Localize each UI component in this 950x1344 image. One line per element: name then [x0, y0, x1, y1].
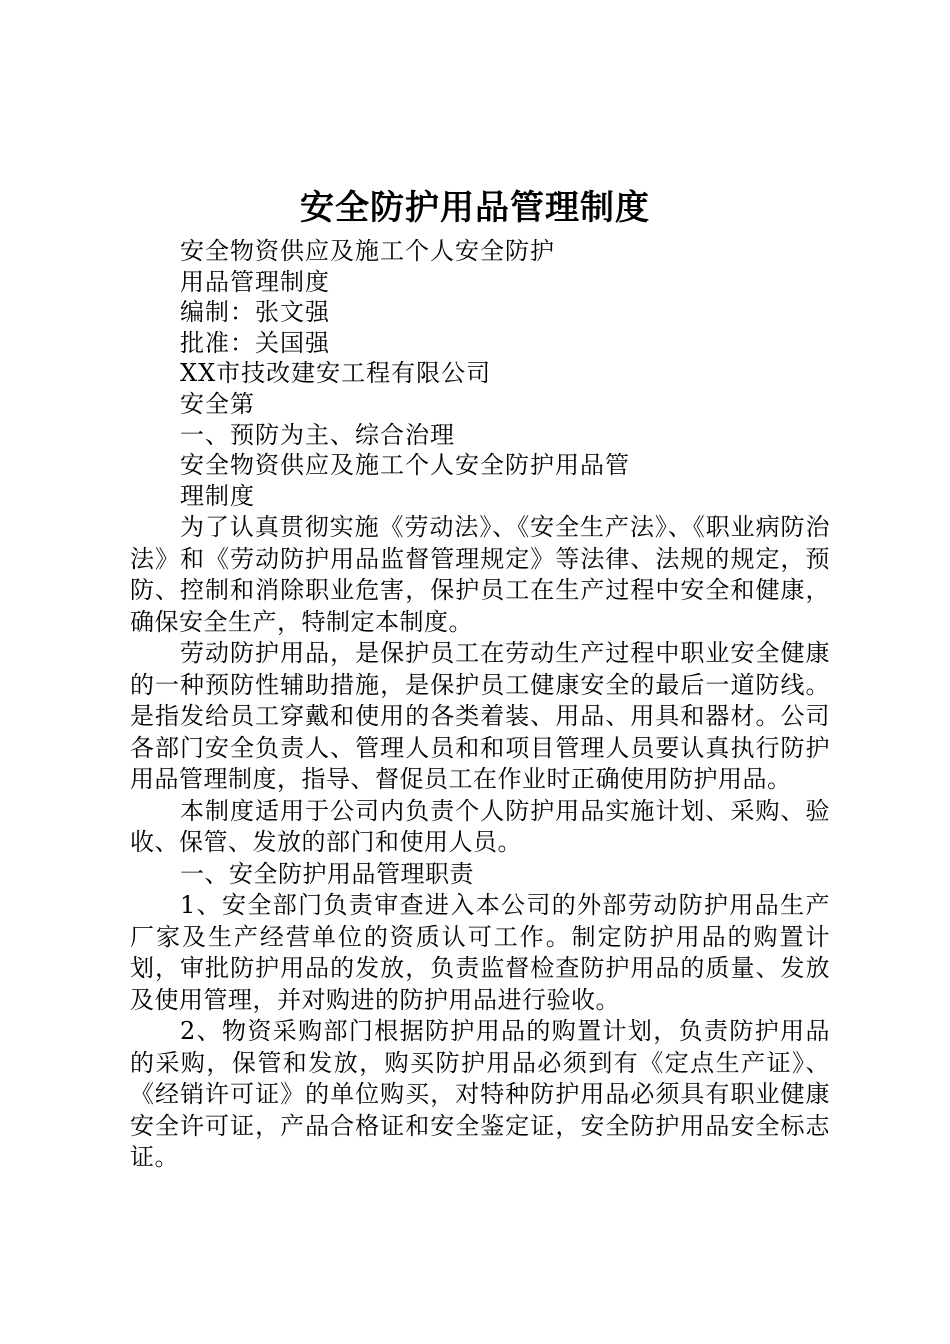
header-line: 安全第 — [180, 389, 255, 418]
company-line: XX市技改建安工程有限公司 — [180, 359, 492, 388]
document-body — [130, 512, 830, 1174]
paragraph: 劳动防护用品，是保护员工在劳动生产过程中职业安全健康的一种预防性辅助措施，是保护员工健康安全的最后一道防线。是指发给员工穿戴和使用的各类着装、用品、用具和器材。公司各部门安全负责人、管理人员和和项目管理人员要认真执行防护用品管理制度，指导、督促员工在作业时正确使用防护用品。 — [130, 639, 830, 793]
section-heading: 一、安全防护用品管理职责 — [180, 859, 474, 888]
header-line: 安全物资供应及施工个人安全防护用品管 — [180, 451, 630, 480]
header-line: 一、预防为主、综合治理 — [180, 420, 455, 449]
paragraph: 1、安全部门负责审查进入本公司的外部劳动防护用品生产厂家及生产经营单位的资质认可工作。制定防护用品的购置计划，审批防护用品的发放，负责监督检查防护用品的质量、发放及使用管理，并对购进的防护用品进行验收。 — [130, 891, 830, 1014]
paragraph: 本制度适用于公司内负责个人防护用品实施计划、采购、验收、保管、发放的部门和使用人员。 — [130, 796, 830, 856]
header-line: 安全物资供应及施工个人安全防护 — [180, 237, 555, 265]
header-block — [180, 236, 860, 511]
header-line: 理制度 — [180, 481, 255, 510]
header-line: 用品管理制度 — [180, 267, 330, 296]
document-title: 安全防护用品管理制度 — [300, 188, 650, 228]
paragraph: 为了认真贯彻实施《劳动法》、《安全生产法》、《职业病防治法》和《劳动防护用品监督管理规定》等法律、法规的规定，预防、控制和消除职业危害，保护员工在生产过程中安全和健康，确保安全生产，特制定本制度。 — [130, 513, 830, 636]
compiler-line: 编制：张文强 — [180, 298, 330, 327]
approver-line: 批准：关国强 — [180, 328, 330, 357]
paragraph: 2、物资采购部门根据防护用品的购置计划，负责防护用品的采购，保管和发放，购买防护用品必须到有《定点生产证》、《经销许可证》的单位购买，对特种防护用品必须具有职业健康安全许可证，产品合格证和安全鉴定证，安全防护用品安全标志证。 — [130, 1017, 830, 1171]
